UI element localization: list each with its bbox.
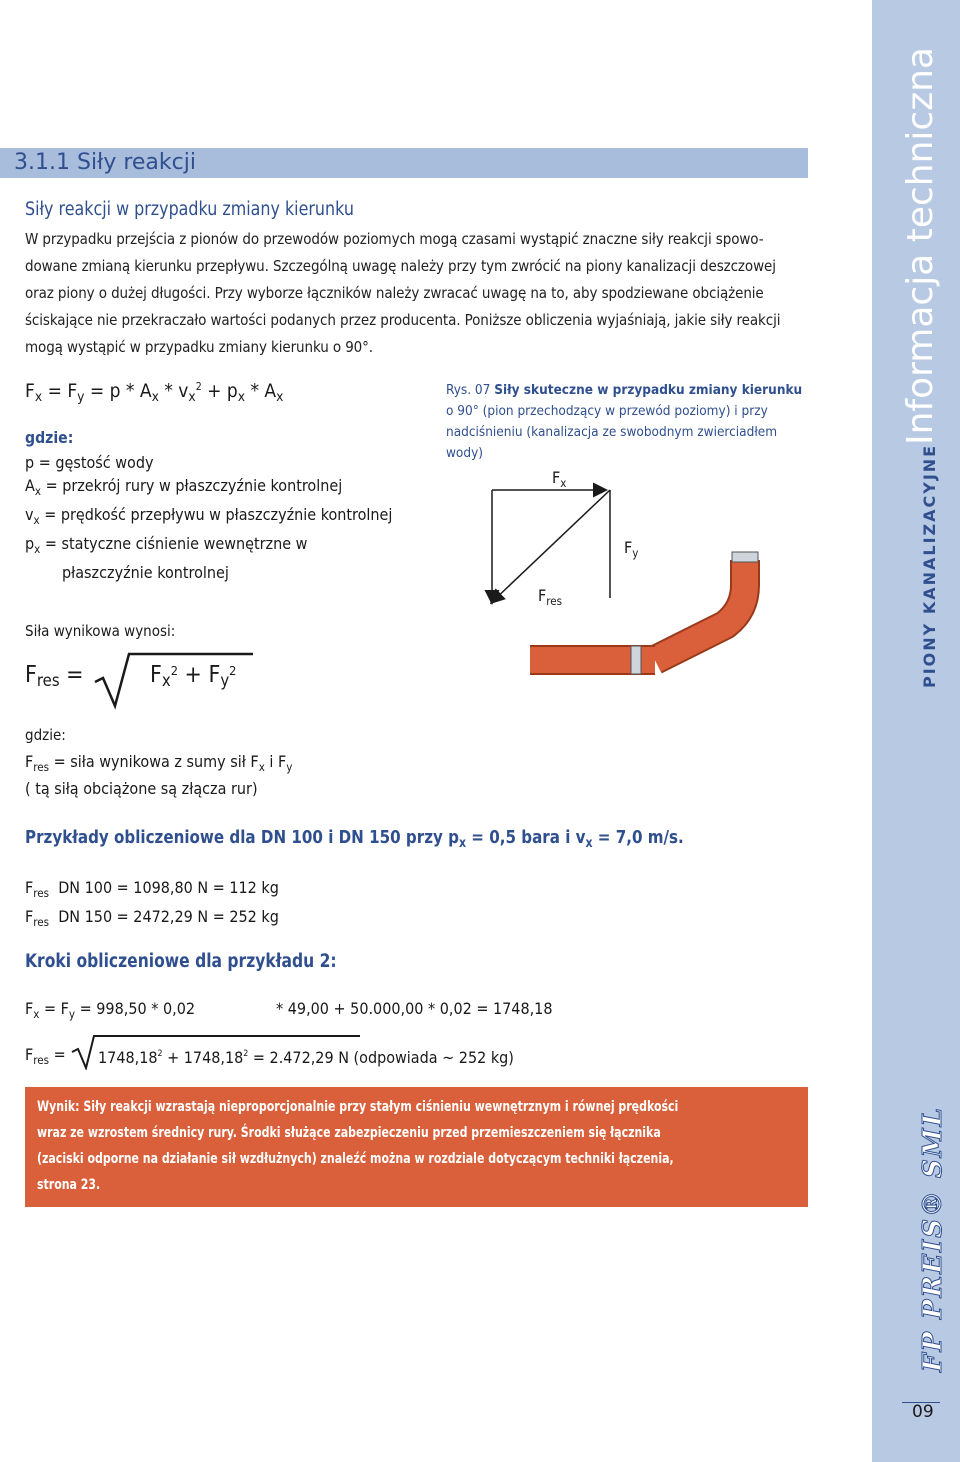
- formula-token: v: [25, 505, 34, 524]
- formula-token: + 1748,18: [167, 1048, 244, 1067]
- formula-token: 2: [170, 663, 178, 678]
- formula-force-balance: [25, 380, 283, 405]
- formula-token: F: [25, 878, 34, 897]
- section-title: [14, 150, 196, 175]
- formula-token: = siła wynikowa z sumy sił: [53, 752, 246, 771]
- formula-token: 2: [195, 381, 202, 393]
- formula-token: F: [25, 662, 37, 688]
- definition-ax: [25, 474, 392, 503]
- formula-token: y: [632, 546, 639, 560]
- formula-token: Przykłady obliczeniowe dla DN 100 i DN 150 przy p: [25, 827, 459, 848]
- formula-token: * v: [164, 380, 189, 402]
- formula-token: = przekrój rury w płaszczyźnie kontrolnej: [45, 476, 343, 495]
- formula-token: p: [25, 534, 35, 553]
- formula-token: res: [546, 594, 563, 608]
- formula-resultant-lhs: [25, 662, 84, 690]
- definitions-list: [25, 451, 392, 584]
- formula-token: * A: [250, 380, 277, 402]
- caption-prefix: Rys. 07: [446, 382, 491, 398]
- formula-token: 1748,18: [98, 1048, 158, 1067]
- intro-line: mogą wystąpić w przypadku zmiany kierunku o 90°.: [25, 338, 373, 356]
- formula-token: DN 150 = 2472,29 N = 252 kg: [58, 907, 279, 926]
- formula-token: y: [286, 760, 293, 774]
- section-title-text: Siły reakcji: [76, 150, 196, 175]
- formula-token: i F: [269, 752, 287, 771]
- sidebar: [872, 0, 960, 1462]
- result-text: Wynik: Siły reakcji wzrastają nieproporcjonalnie przy stałym ciśnieniu wewnętrznym i równej prędkości wraz ze wzrostem średnicy rury. Środki służące zabezpieczeniu przed przemieszczeniem się łącznika (zaciski odporne na działanie sił wzdłużnych) znaleźć można w rozdziale dotyczącym techniki łączenia, strona 23.: [37, 1099, 679, 1193]
- formula-token: = F: [44, 999, 69, 1018]
- intro-line: W przypadku przejścia z pionów do przewodów poziomych mogą czasami wystąpić znaczne siły reakcji spowo-: [25, 230, 764, 248]
- intro-line: dowane zmianą kierunku przepływu. Szczególną uwagę należy przy tym zwrócić na piony kanalizacji deszczowej: [25, 257, 776, 275]
- formula-token: F: [25, 907, 34, 926]
- examples-heading: [25, 827, 684, 851]
- example-dn150: [25, 905, 279, 934]
- formula-token: x: [585, 836, 593, 851]
- formula-token: + p: [207, 380, 238, 402]
- where-label: gdzie:: [25, 428, 74, 447]
- resultant-label: Siła wynikowa wynosi:: [25, 622, 176, 640]
- examples-list: [25, 876, 279, 934]
- formula-token: F: [25, 999, 34, 1018]
- formula-token: x: [34, 389, 43, 405]
- label-fy: [624, 538, 638, 560]
- formula-token: = 2.472,29 N (odpowiada ~ 252 kg): [252, 1048, 514, 1067]
- label-fres: [538, 586, 562, 608]
- formula-token: y: [77, 389, 85, 405]
- steps-heading: Kroki obliczeniowe dla przykładu 2:: [25, 951, 337, 972]
- formula-token: x: [33, 1007, 40, 1021]
- formula-token: płaszczyźnie kontrolnej: [62, 563, 229, 582]
- formula-token: x: [34, 484, 41, 498]
- label-fx: [552, 468, 566, 490]
- fres-definition: [25, 750, 292, 779]
- formula-token: F: [67, 380, 78, 402]
- formula-token: = gęstość wody: [38, 453, 154, 472]
- formula-token: x: [33, 513, 40, 527]
- formula-token: x: [276, 389, 284, 405]
- formula-token: x: [161, 671, 171, 690]
- section-number: 3.1.1: [14, 150, 70, 175]
- definition-px-cont: [25, 561, 392, 584]
- formula-token: F: [250, 752, 259, 771]
- pipe-clamp-top: [732, 552, 758, 562]
- intro-line: oraz piony o dużej długości. Przy wyborze łączników należy zwracać uwagę na to, aby spodziewane obciążenie: [25, 284, 764, 302]
- formula-token: 2: [229, 663, 237, 678]
- formula-token: F: [624, 538, 633, 557]
- fres-note: ( tą siłą obciążone są złącza rur): [25, 779, 258, 798]
- formula-token: = prędkość przepływu w płaszczyźnie kontrolnej: [44, 505, 393, 524]
- formula-token: res: [33, 760, 50, 774]
- page-number: 09: [912, 1402, 934, 1422]
- definition-vx: [25, 503, 392, 532]
- definition-p: [25, 451, 392, 474]
- step-1: [25, 997, 195, 1026]
- formula-token: x: [34, 542, 41, 556]
- formula-token: F: [150, 662, 162, 688]
- formula-token: x: [151, 389, 159, 405]
- formula-token: =: [47, 380, 62, 402]
- definition-px: [25, 532, 392, 561]
- formula-token: y: [220, 671, 230, 690]
- formula-token: F: [538, 586, 547, 605]
- figure-caption: Rys. 07 Siły skuteczne w przypadku zmiany kierunku o 90° (pion przechodzący w przewód poziomy) i przy nadciśnieniu (kanalizacja ze swobodnym zwierciadłem wody): [446, 382, 803, 461]
- step-2-lhs: [25, 1043, 66, 1072]
- step-1-cont: * 49,00 + 50.000,00 * 0,02 = 1748,18: [276, 999, 553, 1018]
- formula-token: res: [33, 1053, 50, 1067]
- formula-token: res: [33, 886, 50, 900]
- formula-token: x: [188, 389, 196, 405]
- formula-token: 2: [243, 1049, 249, 1059]
- formula-token: x: [258, 760, 265, 774]
- formula-token: res: [36, 671, 60, 690]
- formula-token: = 7,0 m/s.: [597, 827, 684, 848]
- formula-token: A: [25, 476, 35, 495]
- pipe-clamp-bottom: [631, 646, 641, 674]
- intro-line: ściskające nie przekraczało wartości podanych przez producenta. Poniższe obliczenia wyjaśniają, jakie siły reakcji: [25, 311, 781, 329]
- formula-resultant-rhs: [150, 662, 236, 690]
- force-diagram: [470, 460, 790, 695]
- formula-token: + F: [184, 662, 221, 688]
- formula-token: Siły skuteczne w przypadku zmiany kierunku: [494, 382, 803, 398]
- where-label-2: gdzie:: [25, 726, 66, 744]
- formula-token: DN 100 = 1098,80 N = 112 kg: [58, 878, 279, 897]
- formula-token: =: [53, 1045, 66, 1064]
- formula-token: F: [25, 1045, 34, 1064]
- intro-paragraph: [25, 226, 810, 361]
- formula-token: = 0,5 bara i v: [471, 827, 586, 848]
- subsection-heading: Siły reakcji w przypadku zmiany kierunku: [25, 199, 354, 220]
- formula-token: y: [68, 1007, 76, 1021]
- formula-token: F: [25, 752, 34, 771]
- formula-token: x: [560, 476, 567, 490]
- step-2-rhs: [98, 1043, 514, 1069]
- formula-token: F: [25, 380, 35, 402]
- formula-token: res: [33, 915, 50, 929]
- formula-token: = p * A: [89, 380, 152, 402]
- formula-token: 2: [157, 1049, 163, 1059]
- formula-token: x: [237, 389, 245, 405]
- formula-token: p: [25, 453, 35, 472]
- formula-token: F: [552, 468, 561, 487]
- sidebar-subtitle: PIONY KANALIZACYJNE: [920, 443, 939, 688]
- sidebar-title: Informacja techniczna: [900, 47, 941, 445]
- example-dn100: [25, 876, 279, 905]
- brand-logo: FP PREIS® SML: [918, 1106, 948, 1372]
- formula-token: =: [66, 662, 84, 688]
- formula-token: = 998,50 * 0,02: [79, 999, 195, 1018]
- formula-token: x: [458, 836, 466, 851]
- formula-token: = statyczne ciśnienie wewnętrzne w: [44, 534, 308, 553]
